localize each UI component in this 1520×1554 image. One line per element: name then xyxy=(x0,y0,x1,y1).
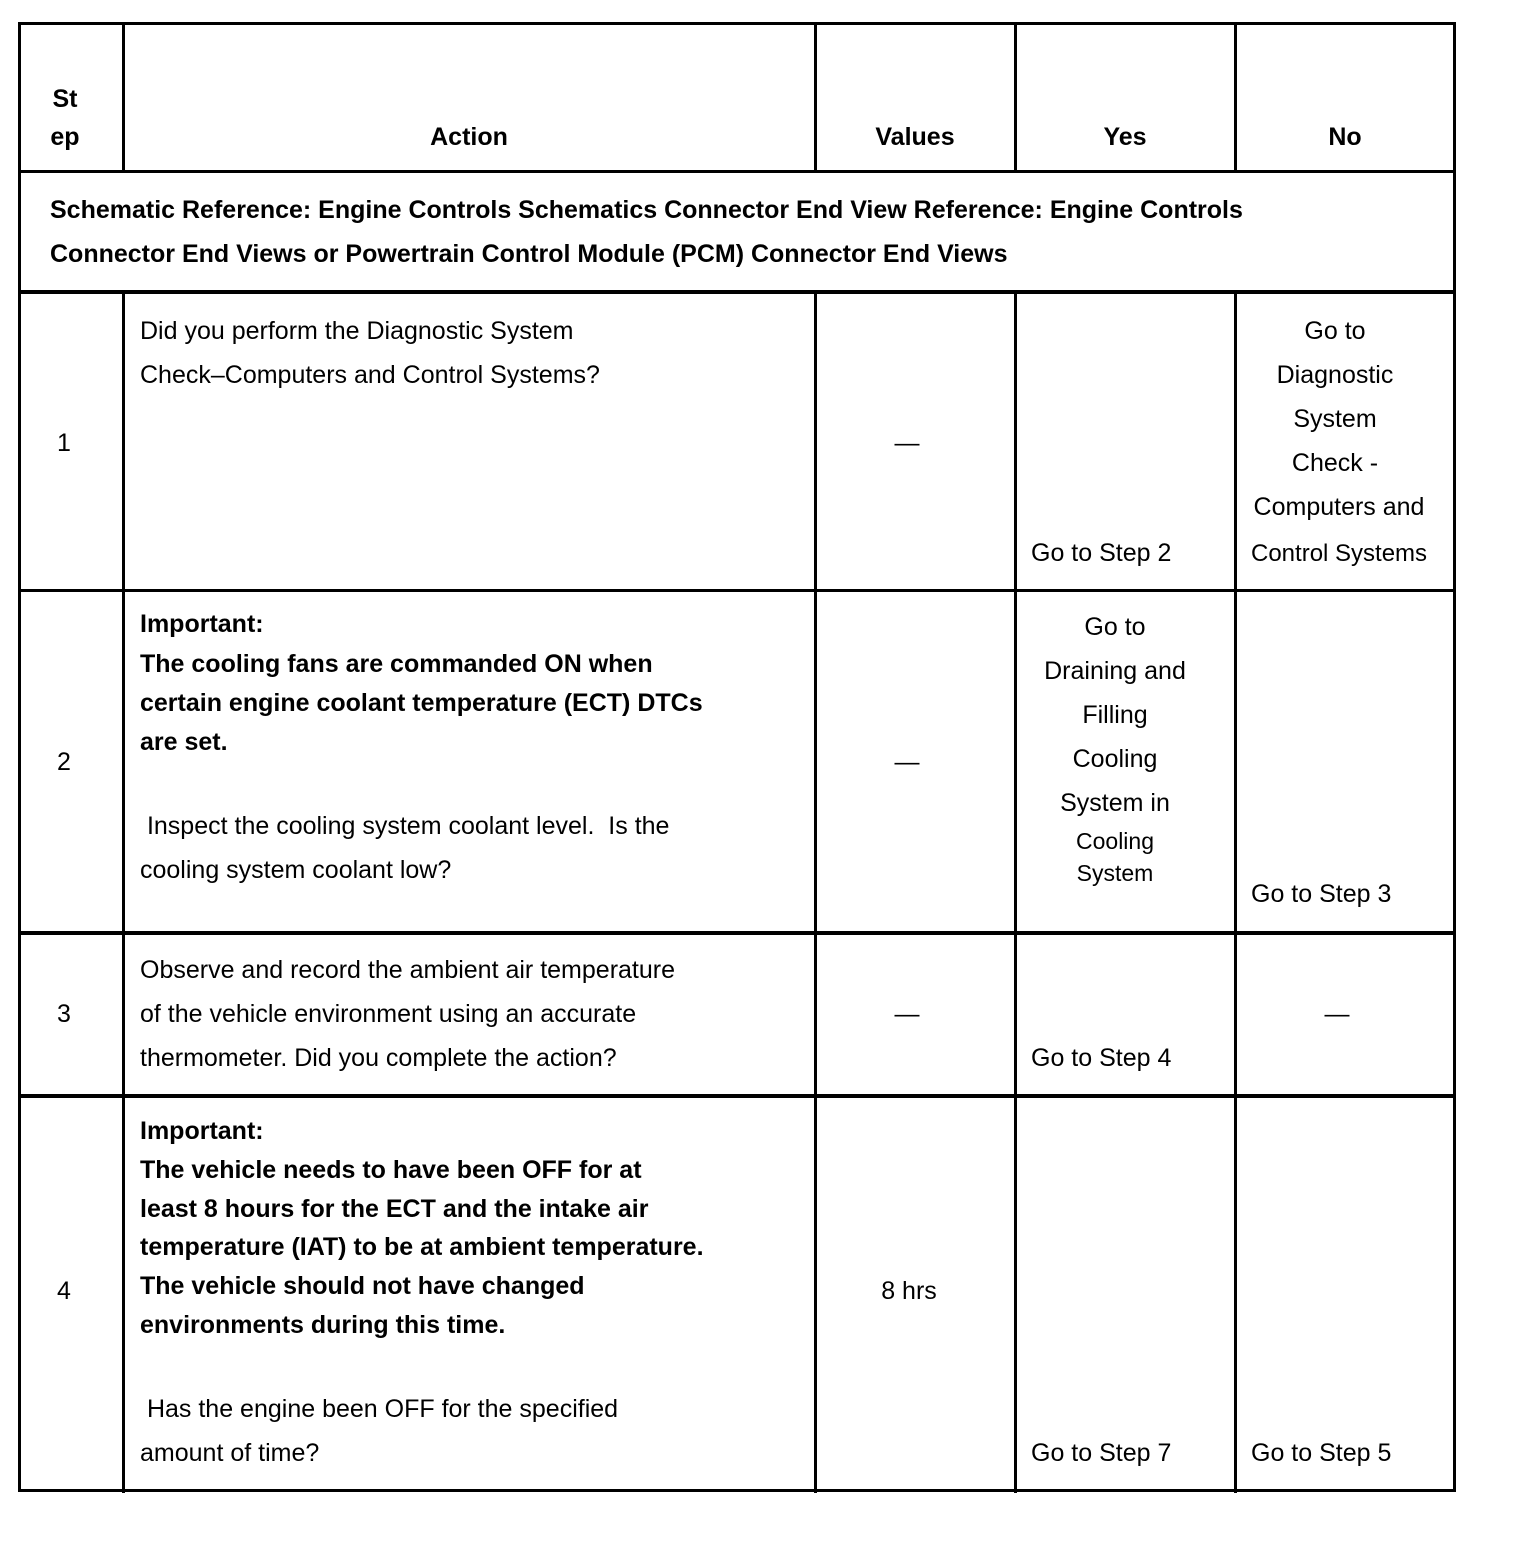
row2-rule xyxy=(21,931,1453,935)
header-step xyxy=(24,80,106,156)
row4-step: 4 xyxy=(57,1277,71,1305)
row4-value: 8 hrs xyxy=(881,1277,937,1305)
row1-action-line-2: Check–Computers and Control Systems? xyxy=(140,361,600,389)
row1-no-line-5: Computers and xyxy=(1253,493,1425,521)
row2-step: 2 xyxy=(57,748,71,776)
row3-action-line-2: of the vehicle environment using an accurate xyxy=(140,1000,637,1028)
row2-important-line-3: are set. xyxy=(140,728,228,756)
row1-no-line-4: Check - xyxy=(1291,449,1379,477)
reference-rule xyxy=(21,290,1453,294)
row3-no: — xyxy=(1324,1000,1350,1028)
reference-line-1: Schematic Reference: Engine Controls Schematics Connector End View Reference: Engine Controls xyxy=(50,196,1243,224)
row1-no-line-3: System xyxy=(1293,405,1377,433)
row1-no-line-6: Control Systems xyxy=(1251,540,1428,567)
header-action: Action xyxy=(430,123,508,151)
header-yes: Yes xyxy=(1103,123,1147,151)
row2-yes-line-2: Draining and xyxy=(1044,657,1186,685)
row1-yes[interactable]: Go to Step 2 xyxy=(1031,539,1172,567)
row2-important-line-1: The cooling fans are commanded ON when xyxy=(140,650,653,678)
header-values: Values xyxy=(875,123,955,151)
row2-yes-line-3: Filling xyxy=(1082,701,1148,729)
header-no: No xyxy=(1328,123,1362,151)
row2-action-line-2: cooling system coolant low? xyxy=(140,856,452,884)
row1-value: — xyxy=(894,429,920,457)
header-rule xyxy=(21,170,1453,173)
row1-no-line-2: Diagnostic xyxy=(1276,361,1394,389)
row4-important-line-4: The vehicle should not have changed xyxy=(140,1272,585,1300)
row4-important-line-5: environments during this time. xyxy=(140,1311,506,1339)
row3-yes[interactable]: Go to Step 4 xyxy=(1031,1044,1172,1072)
row4-action-line-1: Has the engine been OFF for the specified xyxy=(140,1395,619,1423)
row1-action-line-1: Did you perform the Diagnostic System xyxy=(140,317,574,345)
row2-value: — xyxy=(894,748,920,776)
row3-step: 3 xyxy=(57,1000,71,1028)
row4-yes[interactable]: Go to Step 7 xyxy=(1031,1439,1172,1467)
row4-important-line-3: temperature (IAT) to be at ambient temperature. xyxy=(140,1233,704,1261)
header-step-text: St ep xyxy=(50,85,80,151)
row2-yes-line-7: System xyxy=(1076,860,1154,886)
row2-yes-line-5: System in xyxy=(1060,789,1170,817)
row4-important-line-1: The vehicle needs to have been OFF for at xyxy=(140,1156,642,1184)
reference-line-2: Connector End Views or Powertrain Control Module (PCM) Connector End Views xyxy=(50,240,1008,268)
row2-yes-line-4: Cooling xyxy=(1072,745,1158,773)
row1-step: 1 xyxy=(57,429,71,457)
col-rule-action-body xyxy=(814,293,817,1493)
row4-important-label: Important: xyxy=(140,1117,264,1145)
row2-yes-line-6: Cooling xyxy=(1076,828,1154,854)
row2-yes-line-1: Go to xyxy=(1084,613,1146,641)
row2-important-label: Important: xyxy=(140,610,264,638)
row4-action-line-2: amount of time? xyxy=(140,1439,320,1467)
row3-action-line-3: thermometer. Did you complete the action? xyxy=(140,1044,617,1072)
row1-rule xyxy=(21,589,1453,592)
row2-yes[interactable] xyxy=(1017,605,1213,889)
row2-no[interactable]: Go to Step 3 xyxy=(1251,880,1392,908)
row4-no[interactable]: Go to Step 5 xyxy=(1251,1439,1392,1467)
row2-action-line-1: Inspect the cooling system coolant level. Is the xyxy=(140,812,670,840)
row3-rule xyxy=(21,1094,1453,1098)
row2-important-line-2: certain engine coolant temperature (ECT) DTCs xyxy=(140,689,703,717)
row4-important-line-2: least 8 hours for the ECT and the intake air xyxy=(140,1195,649,1223)
col-rule-step-body xyxy=(122,293,125,1493)
row1-no[interactable] xyxy=(1237,309,1433,579)
col-rule-values-body xyxy=(1014,293,1017,1493)
row3-value: — xyxy=(894,1000,920,1028)
row1-no-line-1: Go to xyxy=(1304,317,1366,345)
row3-action-line-1: Observe and record the ambient air temperature xyxy=(140,956,675,984)
